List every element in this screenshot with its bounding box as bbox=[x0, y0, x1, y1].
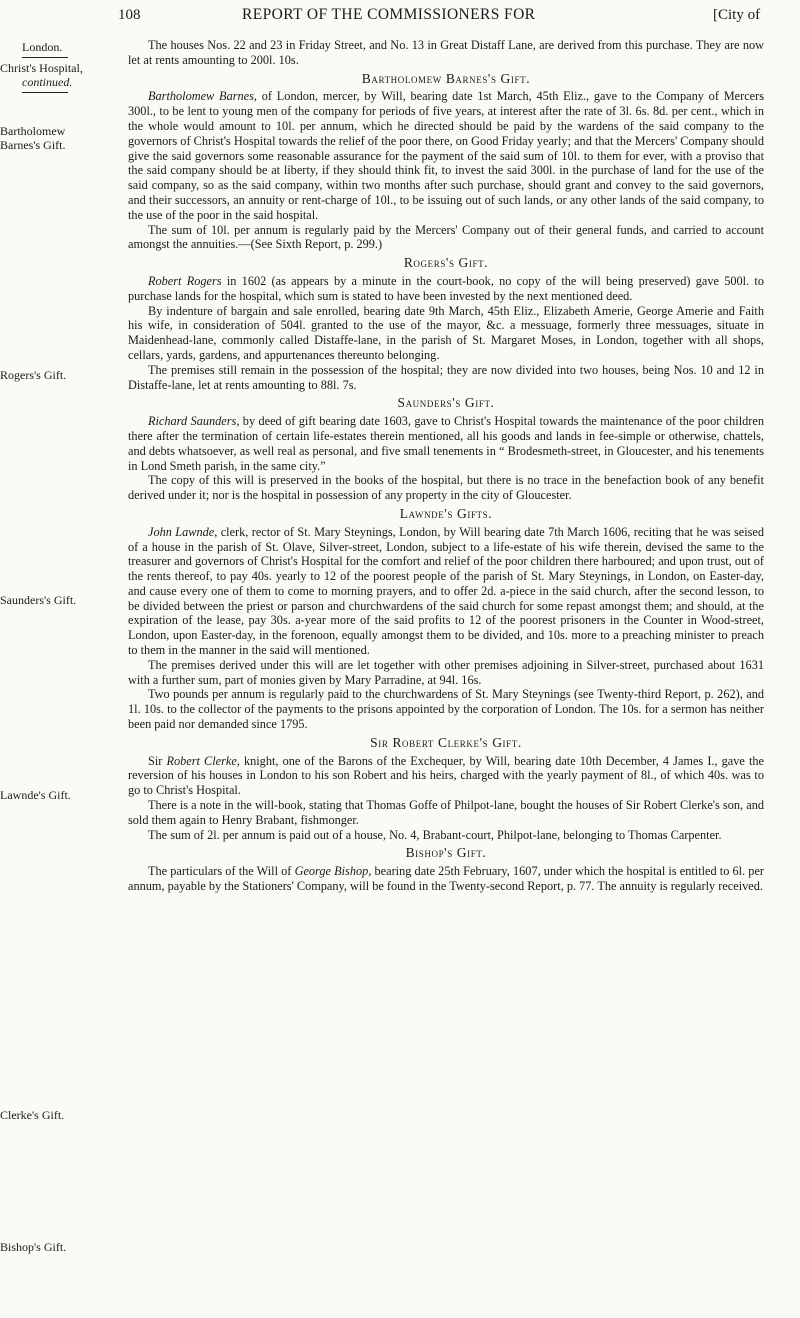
heading-lawnde: Lawnde's Gifts. bbox=[399, 505, 493, 521]
running-title: REPORT OF THE COMMISSIONERS FOR bbox=[242, 6, 536, 23]
page-number: 108 bbox=[118, 7, 141, 23]
margin-note-barnes: Bartholomew Barnes's Gift. bbox=[0, 124, 66, 152]
rogers-paragraph-1: Robert Rogers in 1602 (as appears by a minute in the court-book, no copy of the will being preserved) gave 500l. to purchase lands for the hospital, which sum is stated to have been invested by the next mentioned deed. bbox=[128, 273, 764, 303]
bishop-paragraph-1: The particulars of the Will of George Bishop, bearing date 25th February, 1607, under which the hospital is entitled to 6l. per annum, payable by the Stationers' Company, will be found in the Twenty-second Report, p. 77. The annuity is regularly received. bbox=[128, 864, 764, 894]
saunders-paragraph-2: The copy of this will is preserved in the books of the hospital, but there is no trace in the benefaction book of any benefit derived under it; nor is the hospital in possession of any property in the city of Gloucester. bbox=[128, 473, 764, 503]
main-column bbox=[128, 38, 764, 894]
margin-rule bbox=[22, 57, 68, 58]
margin-rule bbox=[22, 92, 68, 93]
saunders-paragraph-1: Richard Saunders, by deed of gift bearing date 1603, gave to Christ's Hospital towards the maintenance of the poor children there after the termination of certain life-estates therein mentioned, all his goods and lands in fee-simple or otherwise, chattels, and debts whatsoever, as well real as personal, and five small tenements in “ Brodesmeth-street, in Gloucester, and his tenements in Lond Smeth parish, in the same city.” bbox=[128, 414, 764, 473]
running-city: [City of bbox=[713, 7, 761, 23]
donor-name: George Bishop, bbox=[294, 864, 372, 879]
lawnde-paragraph-2: The premises derived under this will are let together with other premises adjoining in Silver-street, purchased about 1631 with a further sum, part of monies given by Mary Parradine, at 94l. 16s. bbox=[128, 657, 764, 687]
lawnde-paragraph-3: Two pounds per annum is regularly paid to the churchwardens of St. Mary Steynings (see Twenty-third Report, p. 262), and 1l. 10s. to the collector of the payments to the prisons appointed by the corporation of London. The 10s. for a sermon has neither been paid nor demanded since 1795. bbox=[128, 687, 764, 732]
barnes-paragraph-1: Bartholomew Barnes, of London, mercer, by Will, bearing date 1st March, 45th Eliz., gave to the Company of Mercers 300l., to be lent to young men of the company for periods of five years, at interest after the rate of 3l. 6s. 8d. per cent., which in the whole would amount to 10l. per annum, which he directed should be paid by the wardens of the said company to the governors of Christ's Hospital towards the relief of the poor there, on Good Friday yearly; and that the Mercers' Company should give the said governors some reasonable assurance for the payment of the said sum of 10l. to them for ever, with a proviso that the said company should be at liberty, if they should think fit, to invest the said 300l. in the purchase of land for the use of the said company, so as the said company, within two months after such purchase, should grant and convey to the said governors, and their successors, an annuity or rent-charge of 10l., to be issuing out of such lands, or any other lands of the said company, to the use of the poor in the said hospital. bbox=[128, 89, 764, 222]
donor-name: Richard Saunders, bbox=[148, 414, 240, 429]
margin-note-london: London. Christ's Hospital, continued. bbox=[0, 40, 100, 96]
margin-note-bishop: Bishop's Gift. bbox=[0, 1240, 67, 1254]
heading-rogers: Rogers's Gift. bbox=[403, 255, 489, 271]
margin-note-clerke: Clerke's Gift. bbox=[0, 1108, 65, 1122]
clerke-paragraph-1: Sir Robert Clerke, knight, one of the Barons of the Exchequer, by Will, bearing date 10th December, 4 James I., gave the reversion of his houses in London to his son Robert and his heirs, charged with the yearly payment of 8l., of which 40s. was to go to Christ's Hospital. bbox=[128, 753, 764, 798]
donor-name: Robert Rogers bbox=[148, 273, 222, 288]
margin-note-lawnde: Lawnde's Gift. bbox=[0, 788, 71, 802]
heading-saunders: Saunders's Gift. bbox=[397, 395, 495, 411]
clerke-paragraph-3: The sum of 2l. per annum is paid out of a house, No. 4, Brabant-court, Philpot-lane, belonging to Thomas Carpenter. bbox=[148, 827, 722, 842]
donor-name: Bartholomew Barnes, bbox=[148, 89, 257, 104]
clerke-paragraph-2: There is a note in the will-book, stating that Thomas Goffe of Philpot-lane, bought the houses of Sir Robert Clerke's son, and sold them again to Henry Brabant, fishmonger. bbox=[128, 798, 764, 827]
lawnde-paragraph-1: John Lawnde, clerk, rector of St. Mary Steynings, London, by Will bearing date 7th March 1606, reciting that he was seised of a house in the parish of St. Olave, Silver-street, London, subject to a life-estate of his wife therein, devised the same to the treasurer and governors of Christ's Hospital for the comfort and relief of the poor children there harboured; and upon trust, out of the rents thereof, to pay 40s. yearly to 12 of the poorest people of the parish of St. Mary Steynings, in London, on Easter-day, and cause every one of them to come to morning prayers, and to offer 2d. a-piece in the said church, after the second lesson, to be divided between the priest or parson and churchwardens of the said church for some repast amongst them; and should, at the expiration of the lease, pay 30s. a-year more of the said profits to 12 of the poorest prisoners in the Counter in Wood-street, London, upon Easter-day, in the forenoon, equally amongst them to be divided, and 10s. more to a preaching minister to preach to them in the manner in the said will mentioned. bbox=[128, 524, 764, 658]
donor-name: John Lawnde, bbox=[148, 524, 218, 539]
heading-bishop: Bishop's Gift. bbox=[405, 845, 487, 861]
margin-note-saunders: Saunders's Gift. bbox=[0, 593, 77, 607]
rogers-paragraph-3: The premises still remain in the possession of the hospital; they are now divided into two houses, being Nos. 10 and 12 in Distaffe-lane, let at rents amounting to 88l. 7s. bbox=[128, 362, 764, 392]
barnes-paragraph-2: The sum of 10l. per annum is regularly paid by the Mercers' Company out of their general funds, and carried to account amongst the annuities.—(See Sixth Report, p. 299.) bbox=[128, 222, 764, 252]
intro-paragraph: The houses Nos. 22 and 23 in Friday Street, and No. 13 in Great Distaff Lane, are derived from this purchase. They are now let at rents amounting to 200l. 10s. bbox=[128, 38, 764, 67]
heading-barnes: Bartholomew Barnes's Gift. bbox=[361, 70, 531, 86]
heading-clerke: Sir Robert Clerke's Gift. bbox=[370, 734, 522, 750]
rogers-paragraph-2: By indenture of bargain and sale enrolled, bearing date 9th March, 45th Eliz., Elizabeth Amerie, George Amerie and Faith his wife, in consideration of 504l. granted to the use of the mayor, &c. a messuage, formerly three messuages, situate in Maidenhead-lane, commonly called Distaffe-lane, in the parish of St. Margaret Moses, in London, together with all shops, cellars, yards, gardens, and appurtenances thereunto belonging. bbox=[128, 303, 764, 362]
margin-note-rogers: Rogers's Gift. bbox=[0, 368, 67, 382]
donor-name: Robert Clerke, bbox=[166, 753, 240, 768]
